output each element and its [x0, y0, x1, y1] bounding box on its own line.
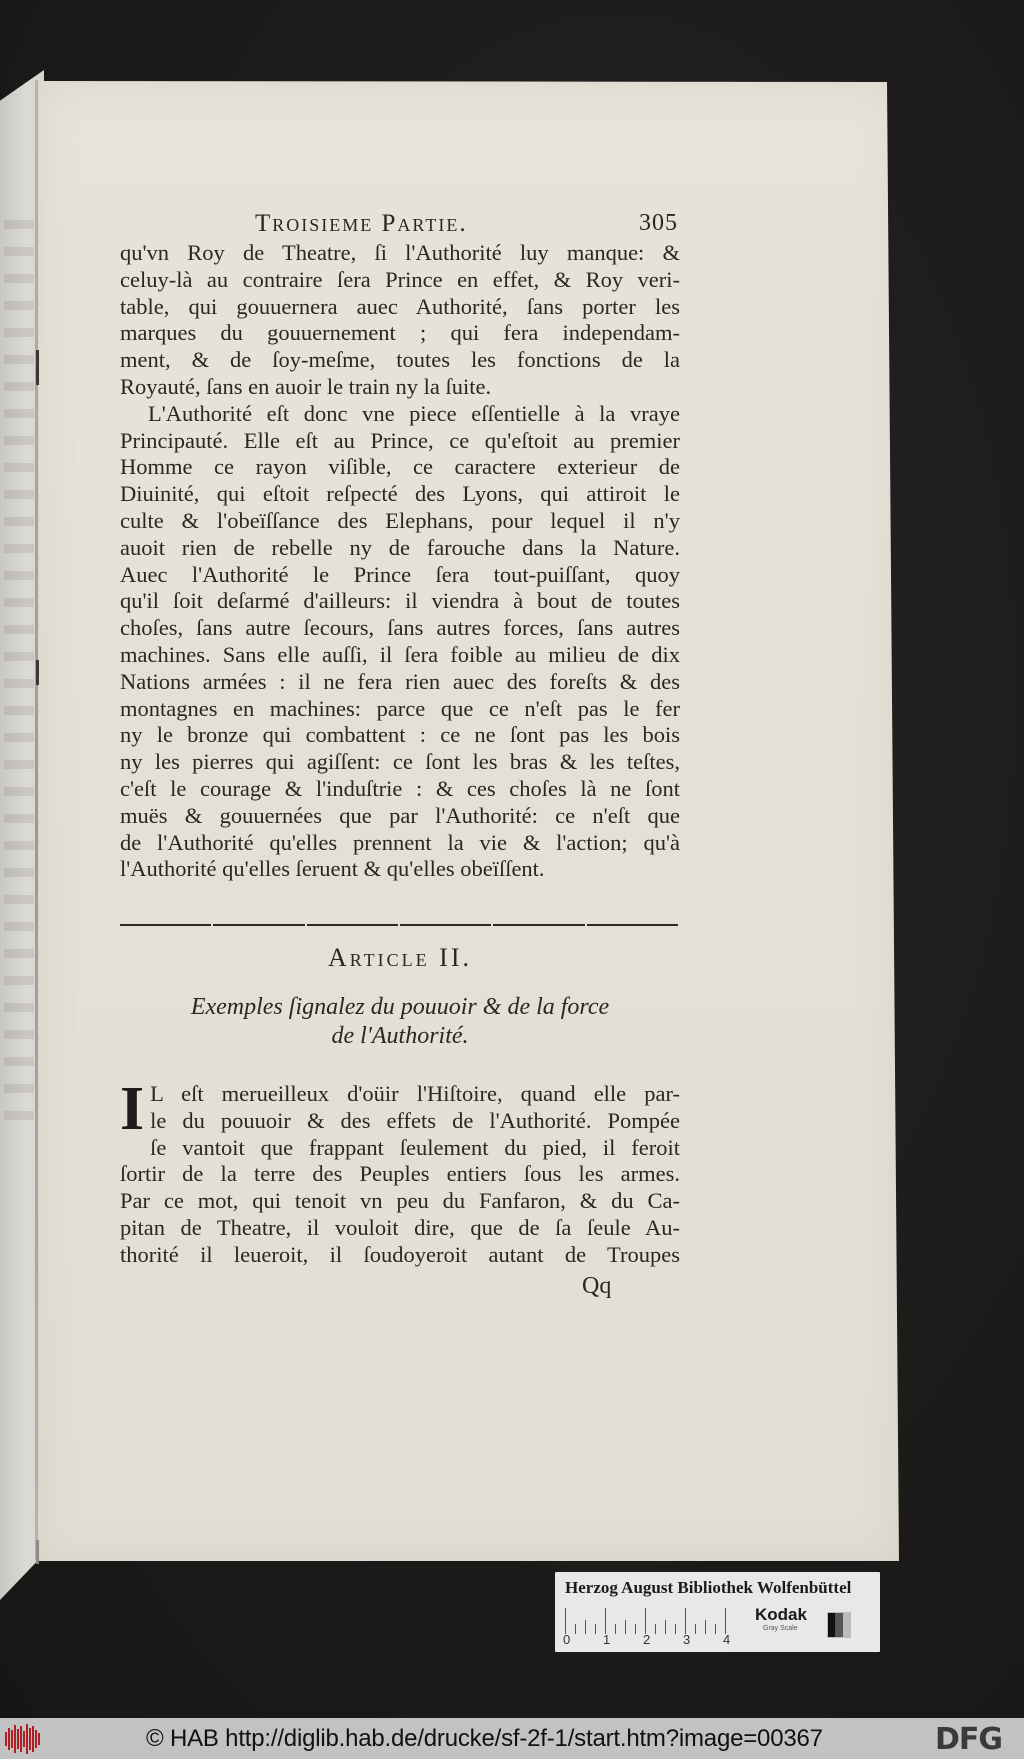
running-head-title: Troisieme Partie. — [255, 210, 468, 237]
subtitle-line: de l'Authorité. — [331, 1023, 469, 1049]
text-line: celuy-là au contraire ſera Prince en effet, & Roy veri- — [120, 266, 680, 292]
text-line: ny les pierres qui agiſſent: ce ſont les bras & les teſtes, — [120, 749, 680, 775]
text-line: Par ce mot, qui tenoit vn peu du Fanfaron, & du Ca- — [120, 1188, 680, 1214]
article-body — [120, 1075, 680, 1269]
text-line: ſortir de la terre des Peuples entiers ſous les armes. — [120, 1161, 680, 1187]
ruler-labels: 0 1 2 3 4 — [563, 1632, 731, 1647]
text-line: muës & gouuernées que par l'Authorité: ce n'eſt que — [120, 802, 680, 828]
page-number: 305 — [639, 210, 678, 236]
copyright-url-link[interactable]: © HAB http://diglib.hab.de/drucke/sf-2f-1/start.htm?image=00367 — [146, 1725, 823, 1752]
text-line: L eſt merueilleux d'oüir l'Hiſtoire, quand elle par- — [150, 1081, 680, 1106]
text-line: table, qui gouuernera auec Authorité, ſans porter les — [120, 293, 680, 319]
text-line: l'Authorité qu'elles ſeruent & qu'elles obeïſſent. — [120, 856, 545, 882]
kodak-subtitle: Gray Scale — [763, 1625, 798, 1632]
text-line: ſe vantoit que frappant ſeulement du pied, il feroit — [150, 1134, 680, 1160]
paragraph-authority — [120, 401, 680, 883]
drop-cap: I — [120, 1075, 145, 1143]
kodak-brand: Kodak — [755, 1605, 807, 1624]
text-line: machines. Sans elle auſſi, il ſera foible au milieu de dix — [120, 641, 680, 667]
text-line: choſes, ſans autre ſecours, ſans autres forces, ſans autres — [120, 615, 680, 641]
book-gutter — [35, 80, 38, 1560]
section-divider-rule — [120, 923, 678, 926]
text-line: Homme ce rayon viſible, ce caractere exterieur de — [120, 454, 680, 480]
text-line: de l'Authorité qu'elles prennent la vie & l'action; qu'à — [120, 829, 680, 855]
text-line: c'eſt le courage & l'induſtrie : & ces choſes là ne ſont — [120, 775, 680, 801]
text-line: Royauté, ſans en auoir le train ny la ſuite. — [120, 373, 492, 399]
text-line: qu'il ſoit deſarmé d'ailleurs: il viendra à bout de toutes — [120, 588, 680, 614]
text-line: Diuinité, qui eſtoit reſpecté des Lyons, qui attiroit le — [120, 481, 680, 507]
hab-logo-icon — [5, 1724, 47, 1754]
text-line: marques du gouuernement ; qui fera independam- — [120, 320, 680, 346]
ruler-scale — [565, 1604, 740, 1634]
grayscale-patch — [827, 1612, 851, 1638]
gutter-mark — [36, 660, 39, 685]
text-line: auoit rien de rebelle ny de farouche dans la Nature. — [120, 534, 680, 560]
text-line: pitan de Theatre, il vouloit dire, que de ſa ſeule Au- — [120, 1214, 680, 1240]
text-line: ment, & de ſoy-meſme, toutes les fonctions de la — [120, 347, 680, 373]
text-line: thorité il leueroit, il ſoudoyeroit autant de Troupes — [120, 1241, 680, 1267]
paragraph-continuation — [120, 240, 680, 401]
gutter-mark — [36, 350, 39, 385]
page-text-top — [120, 210, 680, 883]
footer-bar — [0, 1718, 1024, 1759]
gutter-mark — [36, 1540, 39, 1564]
text-line: L'Authorité eſt donc vne piece eſſentielle à la vraye — [148, 400, 680, 426]
verso-show-through — [4, 220, 34, 1120]
card-institution: Herzog August Bibliothek Wolfenbüttel — [565, 1578, 852, 1597]
text-line: Auec l'Authorité le Prince ſera tout-puiſſant, quoy — [120, 561, 680, 587]
article-heading: Article II. — [327, 943, 472, 972]
text-line: Nations armées : il ne fera rien auec des foreſts & des — [120, 668, 680, 694]
text-line: culte & l'obeïſſance des Elephans, pour lequel il n'y — [120, 507, 680, 533]
signature-mark: Qq — [582, 1273, 612, 1299]
text-line: ny le bronze qui combattent : ce ne ſont pas les bois — [120, 722, 680, 748]
text-line: qu'vn Roy de Theatre, ſi l'Authorité luy manque: & — [120, 240, 680, 265]
article-subtitle — [120, 993, 680, 1051]
running-head — [120, 210, 680, 240]
text-line: Principauté. Elle eſt au Prince, ce qu'eſtoit au premier — [120, 427, 680, 453]
text-line: montagnes en machines: parce que ce n'eſt pas le fer — [120, 695, 680, 721]
dfg-logo-icon: DFG — [935, 1722, 1003, 1757]
text-line: le du pouuoir & des effets de l'Authorité. Pompée — [150, 1107, 680, 1133]
subtitle-line: Exemples ſignalez du pouuoir & de la force — [190, 994, 610, 1020]
paragraph-pompee — [120, 1075, 680, 1269]
color-calibration-card — [555, 1572, 880, 1652]
